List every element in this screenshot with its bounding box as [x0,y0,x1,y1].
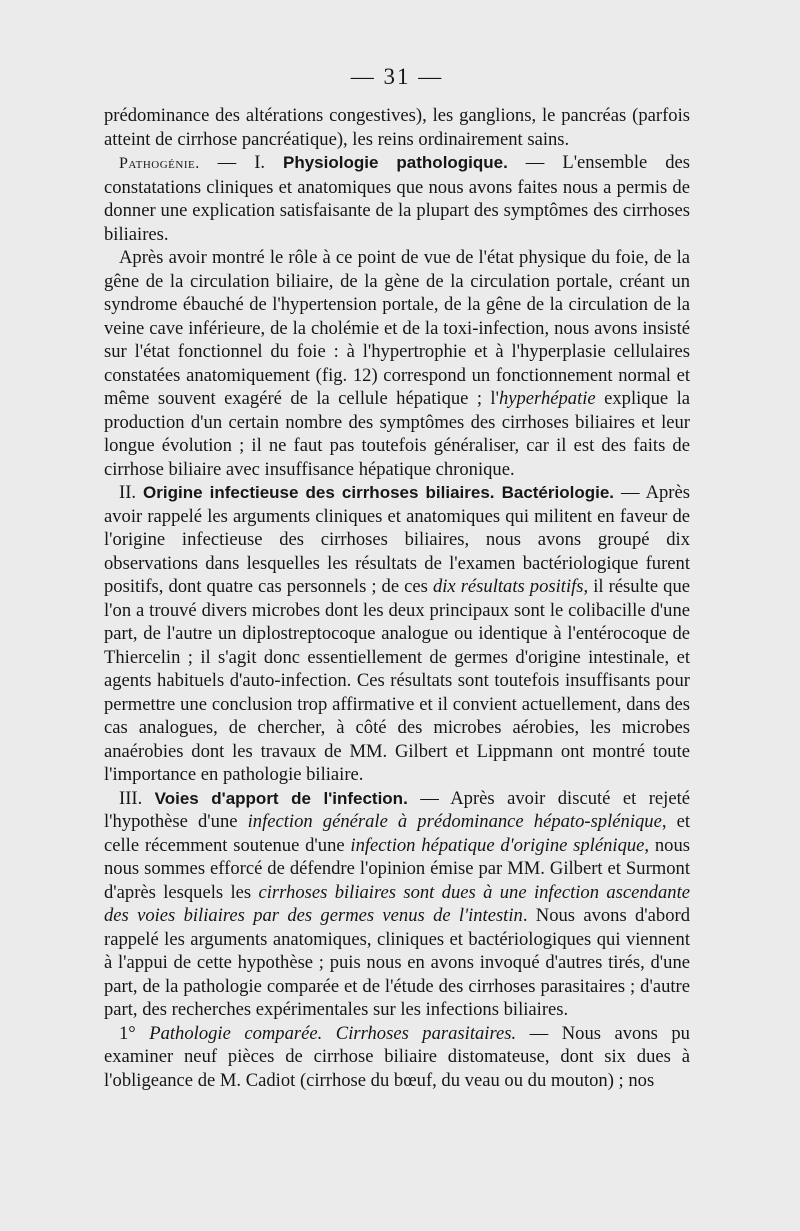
paragraph-pathogenie [104,151,690,246]
paragraph-hyperhepatie [104,246,690,481]
paragraph-text: Après avoir montré le rôle à ce point de vue de l'état physique du foie, de la gêne de la circulation biliaire, de la gène de la circulation portale, créant un syndrome ébauché de l'hypertension portale, de la gêne de la circulation de la veine cave inférieure, de la cholémie et de la toxi-infection, nous avons insisté sur l'état fonctionnel du foie : à l'hypertrophie et à l'hyperplasie cellulaires constatées anatomiquement (fig. 12) correspond un fonctionnement normal et même souvent exagéré de la cellule hépatique ; l' [104,247,690,409]
paragraph-text: . Nous avons d'abord rappelé les arguments anatomiques, cliniques et bactériologiques qui viennent à l'appui de cette hypothèse ; puis nous en avons invoqué d'autres tirés, d'une part, de la pathologie comparée et de l'étude des cirrhoses parasitaires ; d'autre part, des recherches expérimentales sur les infections biliaires. [104,905,690,1020]
paragraph-pathologie-comparee [104,1022,690,1093]
italic-text: infection générale à prédominance hépato-splénique [247,811,662,832]
section-heading: Voies d'apport de l'infection. [154,788,408,808]
section-heading: Origine infectieuse des cirrhoses biliaires. Bactériologie. [143,483,614,502]
paragraph-origine-infectieuse [104,481,690,787]
paragraph-text: — Après avoir rappelé les arguments cliniques et anatomiques qui militent en faveur de l'origine infectieuse des cirrhoses biliaires, nous avons groupé dix observations dans lesquelles les résultats de l'examen bactériologique furent positifs, dont quatre cas personnels ; de ces [104,482,690,597]
paragraph-voies-apport [104,787,690,1022]
section-label: Pathogénie. [119,155,200,172]
italic-text: infection hépatique d'origine splénique [350,834,645,856]
paragraph-text: prédominance des altérations congestives), les ganglions, le pancréas (parfois atteint de cirrhose pancréatique), les reins ordinairement sains. [104,105,690,150]
section-label: II. [119,482,144,503]
paragraph-continuation [104,104,690,151]
section-label: 1° [119,1022,150,1044]
italic-text: cirrhoses biliaires sont dues à une infection ascendante des voies biliaires par des germes venus de l'intestin [104,881,690,926]
italic-text: dix résultats positifs [432,576,584,597]
paragraph-text: — L'ensemble des constatations cliniques et anatomiques que nous avons faites nous a permis de donner une explication satisfaisante de la plupart des symptômes des cirrhoses biliaires. [104,152,690,245]
section-separator: — I. [199,152,283,173]
italic-text: hyperhépatie [498,388,596,409]
page-number: — 31 — [350,64,444,89]
section-heading: Physiologie pathologique. [283,153,508,172]
paragraph-text: , et celle récemment soutenue d'une [104,811,691,856]
paragraph-text: — Nous avons pu examiner neuf pièces de cirrhose biliaire distomateuse, dont six dues à l'obligeance de M. Cadiot (cirrhose du bœuf, du veau ou du mouton) ; nos [104,1022,690,1091]
paragraph-text: , nous nous sommes efforcé de défendre l'opinion émise par MM. Gilbert et Surmont d'après lesquels les [104,834,690,903]
subsection-heading: Pathologie comparée. Cirrhoses parasitaires. [149,1022,517,1044]
paragraph-text: — Après avoir discuté et rejeté l'hypothèse d'une [104,787,691,832]
section-label: III. [119,787,155,809]
body-text [104,104,690,1092]
paragraph-text: explique la production d'un certain nombre des symptômes des cirrhoses biliaires et leur longue évolution ; il ne faut pas toutefois généraliser, car il est des faits de cirrhose biliaire avec insuffisance hépatique chronique. [104,388,690,480]
paragraph-text: , il résulte que l'on a trouvé divers microbes dont les deux principaux sont le colibacille d'une part, de l'autre un diplostreptocoque analogue ou identique à l'entérocoque de Thiercelin ; il s'agit donc essentiellement de germes d'origine intestinale, et agents habituels d'auto-infection. Ces résultats sont toutefois insuffisants pour permettre une conclusion trop affirmative et il convient actuellement, dans des cas analogues, de chercher, à côté des microbes aérobies, les microbes anaérobies dont les travaux de MM. Gilbert et Lippmann ont montré toute l'importance en pathologie biliaire. [104,576,691,785]
